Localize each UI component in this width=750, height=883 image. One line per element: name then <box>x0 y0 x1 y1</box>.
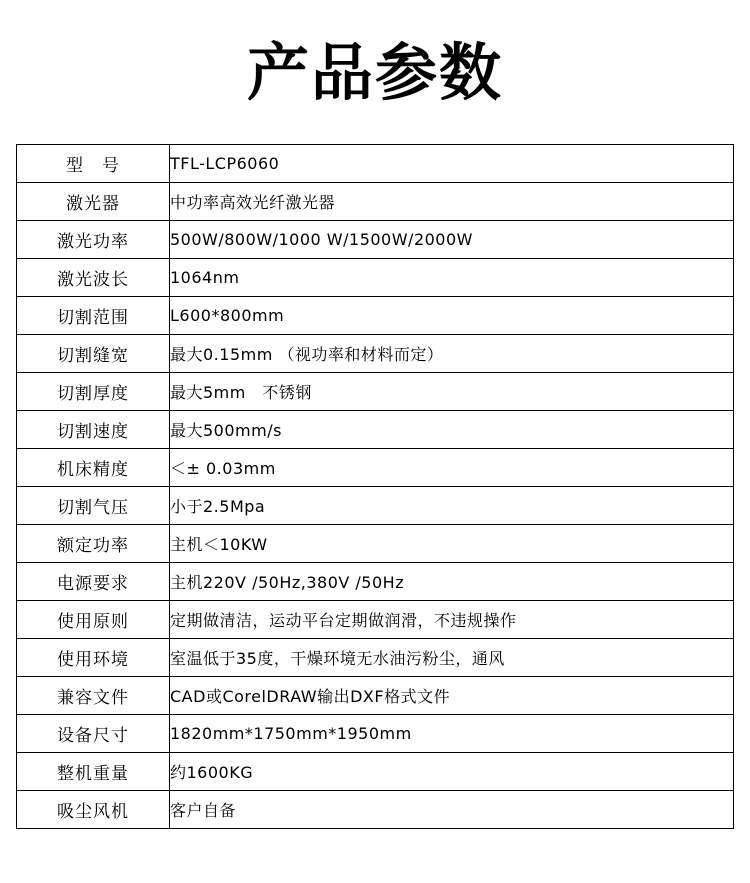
spec-table <box>16 144 734 829</box>
table-row <box>17 677 734 715</box>
table-row <box>17 487 734 525</box>
spec-label: 切割速度 <box>17 411 170 449</box>
table-row <box>17 525 734 563</box>
table-row <box>17 335 734 373</box>
spec-label: 额定功率 <box>17 525 170 563</box>
table-row <box>17 183 734 221</box>
spec-label: 激光功率 <box>17 221 170 259</box>
spec-value: 主机＜10KW <box>170 525 734 563</box>
table-row <box>17 411 734 449</box>
spec-value: TFL-LCP6060 <box>170 145 734 183</box>
spec-label: 使用环境 <box>17 639 170 677</box>
spec-value: CAD或CorelDRAW输出DXF格式文件 <box>170 677 734 715</box>
spec-value: 小于2.5Mpa <box>170 487 734 525</box>
spec-label: 使用原则 <box>17 601 170 639</box>
spec-label: 切割厚度 <box>17 373 170 411</box>
spec-value: 中功率高效光纤激光器 <box>170 183 734 221</box>
table-row <box>17 221 734 259</box>
spec-value: 1820mm*1750mm*1950mm <box>170 715 734 753</box>
spec-value: 最大5mm 不锈钢 <box>170 373 734 411</box>
spec-label: 切割范围 <box>17 297 170 335</box>
spec-value: 最大0.15mm （视功率和材料而定） <box>170 335 734 373</box>
spec-label: 切割缝宽 <box>17 335 170 373</box>
spec-value: 500W/800W/1000 W/1500W/2000W <box>170 221 734 259</box>
spec-value: 1064nm <box>170 259 734 297</box>
spec-value: 约1600KG <box>170 753 734 791</box>
spec-value: 主机220V /50Hz,380V /50Hz <box>170 563 734 601</box>
table-row <box>17 753 734 791</box>
spec-label: 机床精度 <box>17 449 170 487</box>
spec-value: 客户自备 <box>170 791 734 829</box>
table-row <box>17 715 734 753</box>
table-row <box>17 297 734 335</box>
spec-label: 吸尘风机 <box>17 791 170 829</box>
spec-label: 设备尺寸 <box>17 715 170 753</box>
table-row <box>17 259 734 297</box>
spec-label: 切割气压 <box>17 487 170 525</box>
table-row <box>17 373 734 411</box>
spec-table-body <box>17 145 734 829</box>
page-title: 产品参数 <box>246 36 503 109</box>
table-row <box>17 145 734 183</box>
spec-label: 激光波长 <box>17 259 170 297</box>
table-row <box>17 791 734 829</box>
table-row <box>17 563 734 601</box>
table-row <box>17 601 734 639</box>
spec-value: 室温低于35度，干燥环境无水油污粉尘，通风 <box>170 639 734 677</box>
spec-value: ＜± 0.03mm <box>170 449 734 487</box>
spec-label: 整机重量 <box>17 753 170 791</box>
spec-label: 型 号 <box>17 145 170 183</box>
spec-value: 最大500mm/s <box>170 411 734 449</box>
spec-value: 定期做清洁，运动平台定期做润滑，不违规操作 <box>170 601 734 639</box>
spec-table-wrapper <box>16 144 734 829</box>
table-row <box>17 639 734 677</box>
spec-label: 激光器 <box>17 183 170 221</box>
spec-value: L600*800mm <box>170 297 734 335</box>
table-row <box>17 449 734 487</box>
spec-label: 电源要求 <box>17 563 170 601</box>
spec-label: 兼容文件 <box>17 677 170 715</box>
